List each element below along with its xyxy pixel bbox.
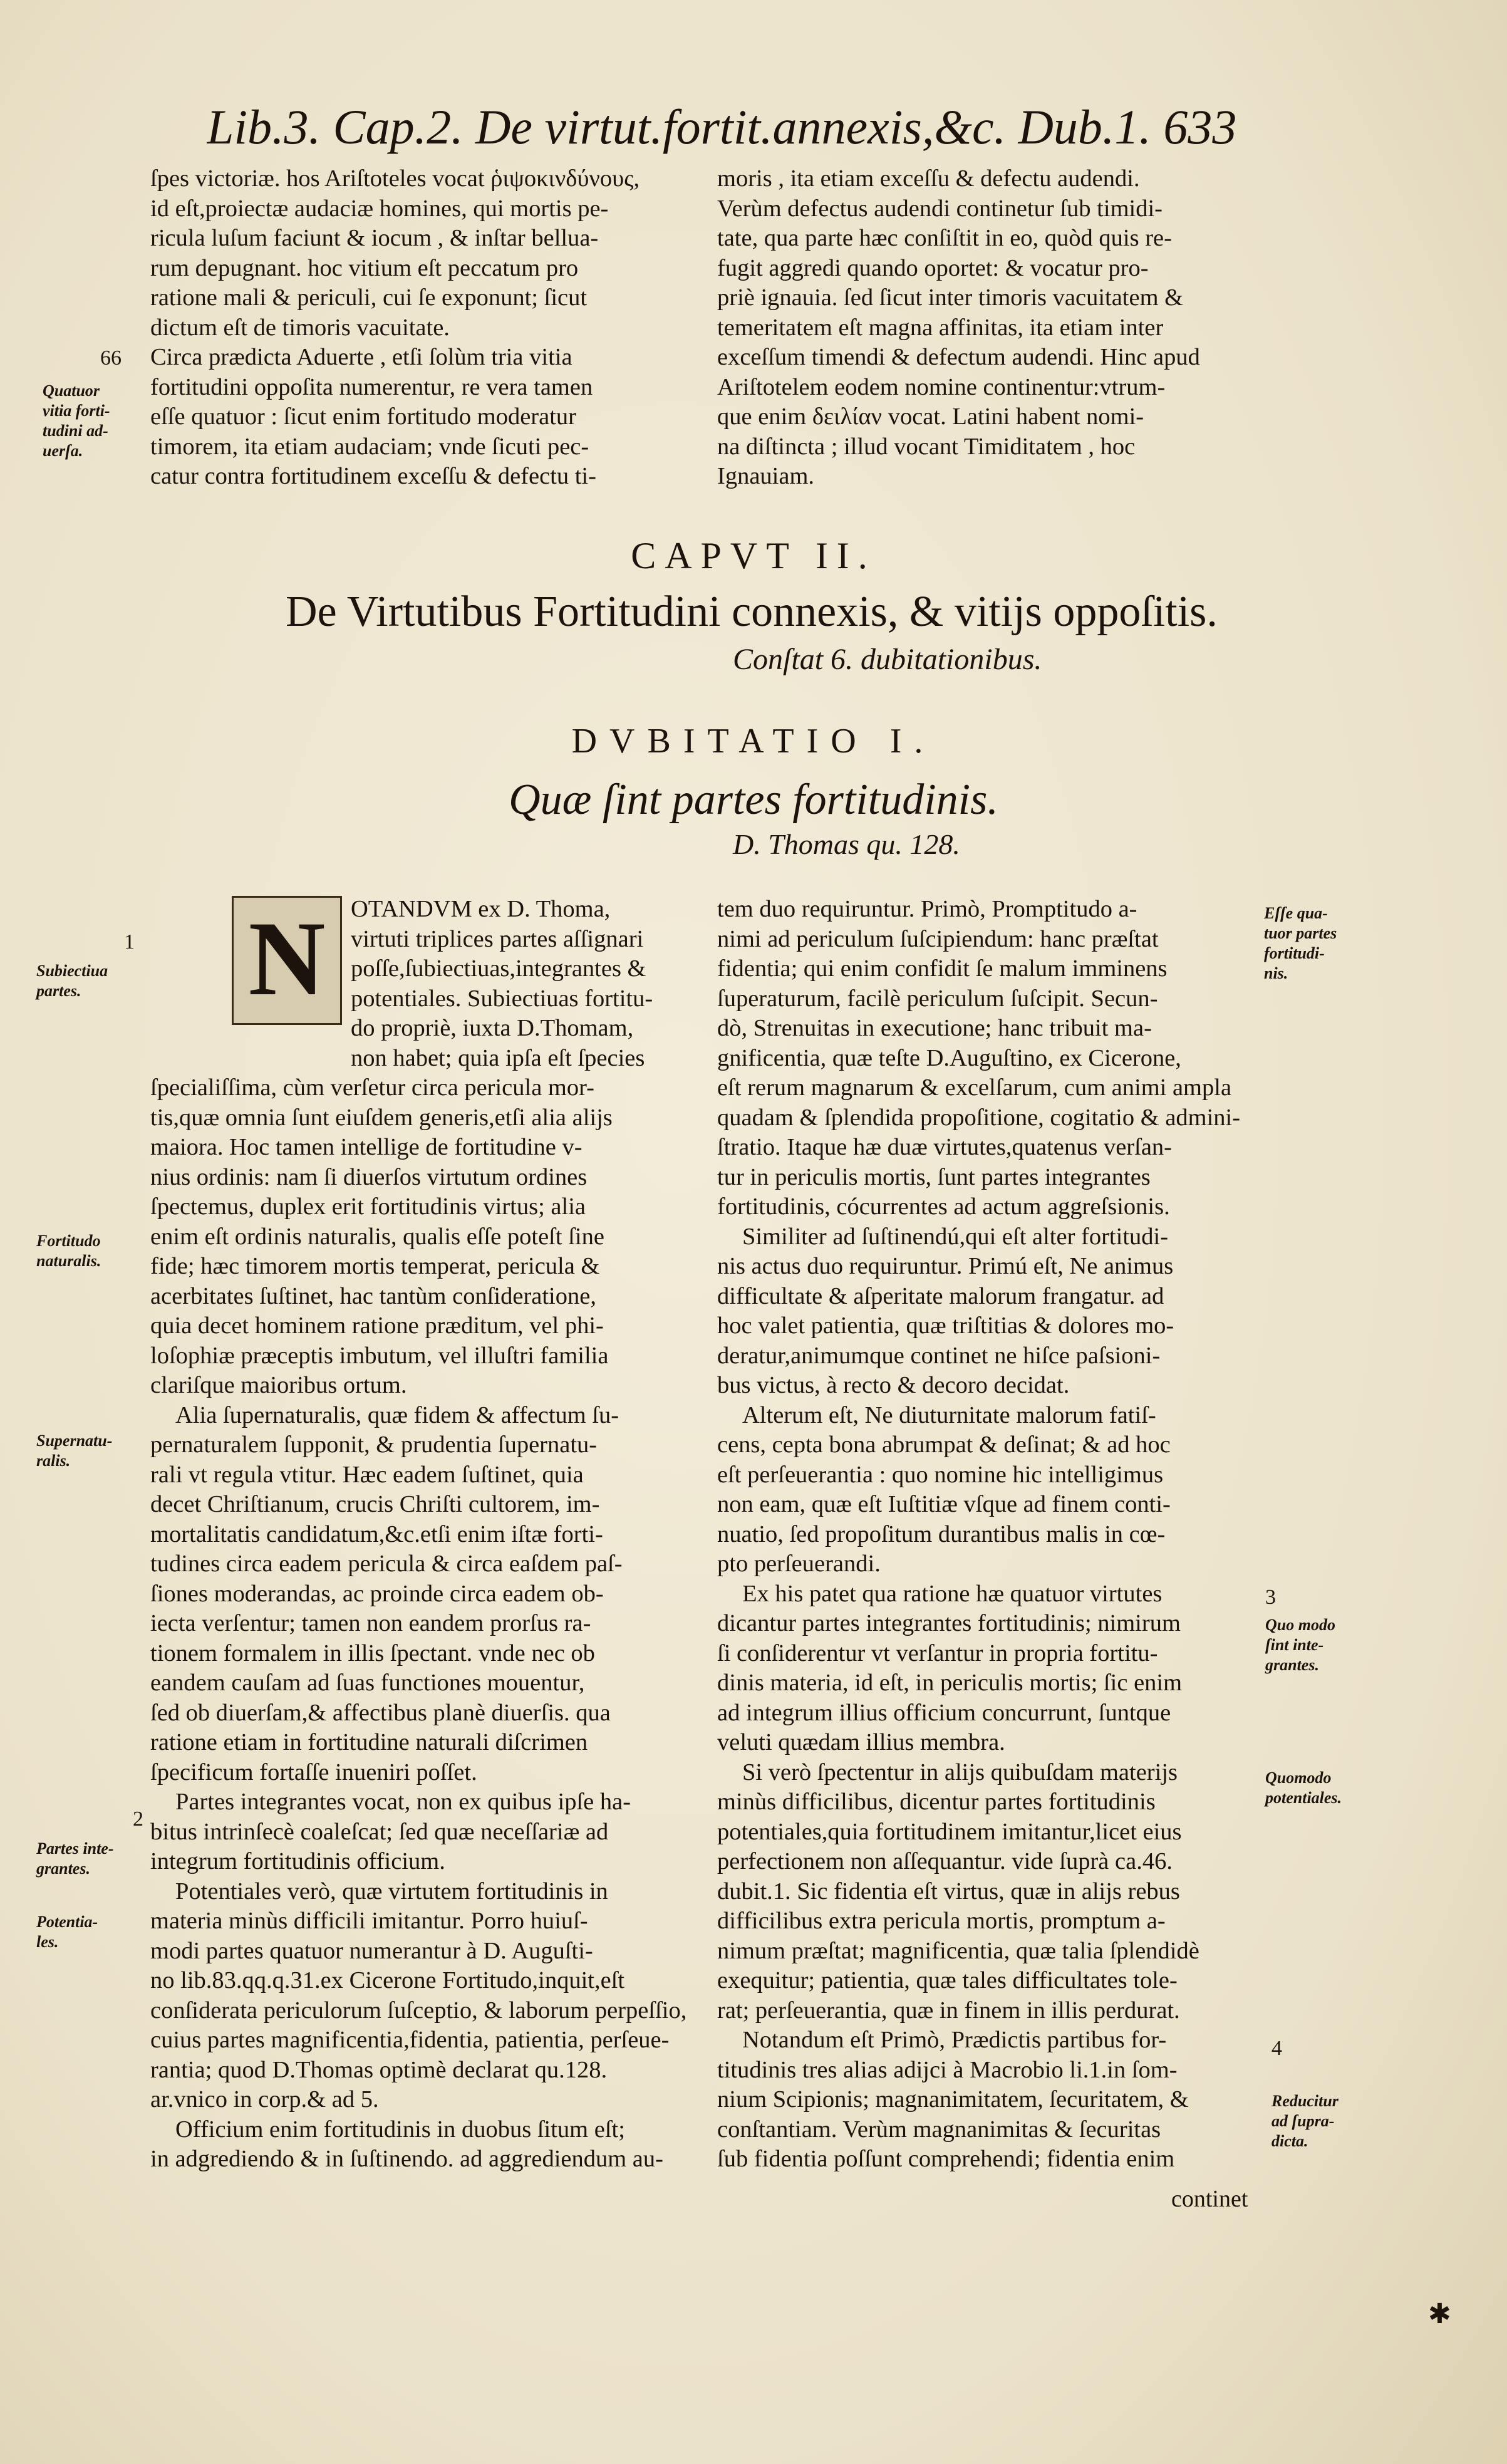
text-line: rali vt regula vtitur. Hæc eadem ſuſtinet, quia	[150, 1461, 584, 1488]
margin-number: 1	[124, 930, 135, 954]
text-line: minùs difficilibus, dicentur partes fortitudinis	[717, 1789, 1156, 1815]
text-line: catur contra fortitudinem exceſſu & defectu ti-	[150, 463, 596, 489]
margin-note-line: fortitudi-	[1264, 944, 1325, 962]
chapter-heading: CAPVT II.	[631, 535, 876, 576]
margin-note-line: tudini ad-	[43, 422, 108, 440]
text-line: que enim δειλίαν vocat. Latini habent nomi-	[717, 403, 1144, 430]
margin-note	[1265, 1768, 1342, 1808]
text-line: enim eſt ordinis naturalis, qualis eſſe poteſt ſine	[150, 1223, 604, 1250]
text-line: dò, Strenuitas in executione; hanc tribuit ma-	[717, 1015, 1152, 1041]
margin-note-line: Quo modo	[1265, 1616, 1335, 1634]
text-line: veluti quædam illius membra.	[717, 1729, 1005, 1755]
text-line: maiora. Hoc tamen intellige de fortitudine v-	[150, 1134, 583, 1160]
text-line: ſtratio. Itaque hæ duæ virtutes,quatenus verſan-	[717, 1134, 1172, 1160]
text-line: Circa prædicta Aduerte , etſi ſolùm tria vitia	[150, 344, 572, 370]
text-line: ſpecificum fortaſſe inueniri poſſet.	[150, 1759, 477, 1786]
text-line: ſuperaturum, facilè periculum ſuſcipit. Secun-	[717, 985, 1158, 1012]
margin-note-line: grantes.	[1265, 1656, 1319, 1674]
text-line: difficultate & aſperitate malorum frangatur. ad	[717, 1282, 1164, 1309]
margin-note	[36, 1839, 114, 1879]
text-line: gnificentia, quæ teſte D.Auguſtino, ex Cicerone,	[717, 1044, 1181, 1071]
text-line: Officium enim fortitudinis in duobus ſitum eſt;	[175, 2116, 625, 2143]
margin-number-66: 66	[100, 346, 122, 370]
text-line: moris , ita etiam exceſſu & defectu audendi.	[717, 165, 1140, 192]
text-line: in adgrediendo & in ſuſtinendo. ad aggrediendum au-	[150, 2146, 663, 2172]
text-line: ſpectemus, duplex erit fortitudinis virtus; alia	[150, 1193, 586, 1220]
text-line: exceſſum timendi & defectum audendi. Hinc apud	[717, 344, 1200, 370]
margin-note-line: ad ſupra-	[1271, 2112, 1335, 2130]
margin-note	[36, 1431, 112, 1471]
text-line: hoc valet patientia, quæ triſtitias & dolores mo-	[717, 1313, 1174, 1339]
margin-note-line: Reducitur	[1271, 2092, 1339, 2110]
margin-number: 4	[1271, 2037, 1282, 2060]
text-line: tem duo requiruntur. Primò, Promptitudo a-	[717, 896, 1137, 922]
section-heading: DVBITATIO I.	[571, 722, 936, 761]
text-line: OTANDVM ex D. Thoma,	[351, 896, 611, 922]
text-line: ratione mali & periculi, cui ſe exponunt; ſicut	[150, 284, 588, 311]
text-line: cuius partes magnificentia,fidentia, patientia, perſeue-	[150, 2027, 670, 2053]
text-line: ſub fidentia poſſunt comprehendi; fidentia enim	[717, 2146, 1175, 2172]
text-line: loſophiæ præceptis imbutum, vel illuſtri familia	[150, 1342, 609, 1369]
margin-note-line: dicta.	[1271, 2132, 1308, 2150]
margin-note	[36, 1231, 101, 1271]
text-line: Partes integrantes vocat, non ex quibus ipſe ha-	[175, 1789, 631, 1815]
text-line: conſtantiam. Verùm magnanimitas & ſecuritas	[717, 2116, 1161, 2143]
margin-note-line: Fortitudo	[36, 1232, 101, 1250]
margin-number: 2	[133, 1807, 143, 1831]
text-line: dubit.1. Sic fidentia eſt virtus, quæ in alijs rebus	[717, 1878, 1180, 1905]
text-line: Similiter ad ſuſtinendú,qui eſt alter fortitudi-	[742, 1223, 1169, 1250]
text-line: dinis materia, id eſt, in periculis mortis; ſic enim	[717, 1670, 1183, 1696]
text-line: virtuti triplices partes aſſignari	[351, 925, 644, 952]
margin-note-line: Eſſe qua-	[1264, 904, 1328, 922]
margin-note-line: potentiales.	[1265, 1789, 1342, 1807]
text-line: id eſt,proiectæ audaciæ homines, qui mortis pe-	[150, 195, 609, 222]
text-line: decet Chriſtianum, crucis Chriſti cultorem, im-	[150, 1491, 600, 1517]
text-line: bus victus, à recto & decoro decidat.	[717, 1372, 1070, 1398]
text-line: nuatio, ſed propoſitum durantibus malis in cœ-	[717, 1521, 1166, 1547]
text-line: tis,quæ omnia ſunt eiuſdem generis,etſi alia alijs	[150, 1104, 613, 1131]
text-line: nius ordinis: nam ſi diuerſos virtutum ordines	[150, 1163, 588, 1190]
margin-note-line: partes.	[36, 982, 81, 1000]
text-line: dicantur partes integrantes fortitudinis; nimirum	[717, 1610, 1181, 1636]
margin-number-wrapper	[1271, 2039, 1282, 2060]
text-line: ſpecialiſſima, cùm verſetur circa pericula mor-	[150, 1074, 594, 1101]
text-line: non eam, quæ eſt Iuſtitiæ vſque ad finem conti-	[717, 1491, 1171, 1517]
text-line: quadam & ſplendida propoſitione, cogitatio & admini-	[717, 1104, 1241, 1131]
margin-note	[36, 961, 108, 1001]
text-line: Notandum eſt Primò, Prædictis partibus for-	[742, 2027, 1167, 2053]
left-column	[150, 895, 695, 2175]
text-line: materia minùs difficili imitantur. Porro huiuſ-	[150, 1908, 588, 1934]
margin-note-line: ralis.	[36, 1452, 71, 1470]
text-line: eſt rerum magnarum & excelſarum, cum animi ampla	[717, 1074, 1232, 1101]
text-line: pernaturalem ſupponit, & prudentia ſupernatu-	[150, 1432, 598, 1458]
text-line: ratione etiam in fortitudine naturali diſcrimen	[150, 1729, 588, 1755]
margin-note-line: tuor partes	[1264, 924, 1337, 942]
text-line: non habet; quia ipſa eſt ſpecies	[351, 1044, 645, 1071]
text-line: fide; hæc timorem mortis temperat, pericula &	[150, 1253, 600, 1279]
text-line: perfectionem non aſſequantur. vide ſuprà ca.46.	[717, 1848, 1173, 1874]
margin-note-line: grantes.	[36, 1859, 90, 1878]
text-line: nis actus duo requiruntur. Primú eſt, Ne animus	[717, 1253, 1174, 1279]
text-line: Alterum eſt, Ne diuturnitate malorum fatiſ-	[742, 1401, 1156, 1428]
margin-note-line: nis.	[1264, 964, 1288, 982]
text-line: Si verò ſpectentur in alijs quibuſdam materijs	[742, 1759, 1178, 1786]
text-line: tur in periculis mortis, ſunt partes integrantes	[717, 1163, 1151, 1190]
text-line: rat; perſeuerantia, quæ in finem in illis perdurat.	[717, 1997, 1180, 2024]
text-line: ar.vnico in corp.& ad 5.	[150, 2086, 379, 2113]
text-line: eſſe quatuor : ſicut enim fortitudo moderatur	[150, 403, 576, 430]
margin-note-line: Quomodo	[1265, 1769, 1332, 1787]
margin-number-wrapper	[124, 932, 135, 954]
margin-note	[1265, 1615, 1335, 1675]
right-column	[717, 895, 1257, 2175]
margin-number: 3	[1265, 1586, 1276, 1609]
text-line: acerbitates ſuſtinet, hac tantùm conſideratione,	[150, 1282, 596, 1309]
margin-number-wrapper	[1265, 1588, 1276, 1609]
text-line: Alia ſupernaturalis, quæ fidem & affectum ſu-	[175, 1401, 619, 1428]
text-line: exequitur; patientia, quæ tales difficultates tole-	[717, 1967, 1178, 1994]
text-line: ricula luſum faciunt & iocum , & inſtar bellua-	[150, 225, 599, 251]
text-line: poſſe,ſubiectiuas,integrantes &	[351, 955, 646, 982]
margin-note-line: Potentia-	[36, 1913, 98, 1931]
text-line: Ignauiam.	[717, 463, 815, 489]
catchword: continet	[1171, 2186, 1248, 2212]
text-line: tate, qua parte hæc conſiſtit in eo, quòd quis re-	[717, 225, 1172, 251]
text-line: ad integrum illius officium concurrunt, ſuntque	[717, 1699, 1171, 1726]
text-line: integrum fortitudinis officium.	[150, 1848, 445, 1874]
text-line: do propriè, iuxta D.Thomam,	[351, 1015, 634, 1041]
text-line: tudines circa eadem pericula & circa eaſdem paſ-	[150, 1551, 623, 1577]
text-line: Ex his patet qua ratione hæ quatuor virtutes	[742, 1580, 1163, 1607]
text-line: difficilibus extra pericula mortis, promptum a-	[717, 1908, 1166, 1934]
top-right-column	[717, 164, 1256, 492]
text-line: Ariſtotelem eodem nomine continentur:vtrum-	[717, 373, 1166, 400]
text-line: fortitudinis, cócurrentes ad actum aggreſsionis.	[717, 1193, 1170, 1220]
margin-note-line: les.	[36, 1933, 59, 1951]
margin-note	[1264, 903, 1337, 984]
text-line: deratur,animumque continet ne hiſce paſsioni-	[717, 1342, 1161, 1369]
text-line: fortitudini oppoſita numerentur, re vera tamen	[150, 373, 593, 400]
chapter-subtitle: Conſtat 6. dubitationibus.	[733, 643, 1042, 676]
text-line: fugit aggredi quando oportet: & vocatur pro-	[717, 254, 1149, 281]
chapter-title: De Virtutibus Fortitudini connexis, & vitijs oppoſitis.	[286, 588, 1218, 636]
text-line: mortalitatis candidatum,&c.etſi enim iſtæ forti-	[150, 1521, 603, 1547]
text-line: bitus intrinſecè coaleſcat; ſed quæ neceſſariæ ad	[150, 1818, 609, 1845]
margin-note-line: Partes inte-	[36, 1839, 114, 1858]
text-line: na diſtincta ; illud vocant Timiditatem , hoc	[717, 433, 1136, 460]
text-line: ſpes victoriæ. hos Ariſtoteles vocat ῥιψοκινδύνους,	[150, 165, 640, 192]
text-line: rum depugnant. hoc vitium eſt peccatum pro	[150, 254, 579, 281]
text-line: temeritatem eſt magna affinitas, ita etiam inter	[717, 314, 1164, 341]
margin-note-quatuor-vitia	[43, 381, 110, 461]
text-line: potentiales. Subiectiuas fortitu-	[351, 985, 653, 1012]
margin-note-line: uerſa.	[43, 442, 83, 460]
text-line: rantia; quod D.Thomas optimè declarat qu.128.	[150, 2056, 608, 2083]
margin-note-line: Quatuor	[43, 382, 100, 400]
text-line: nimum præſtat; magnificentia, quæ talia ſplendidè	[717, 1937, 1199, 1964]
text-line: ſiones moderandas, ac proinde circa eadem ob-	[150, 1580, 604, 1607]
text-line: ſi conſiderentur vt verſantur in propria fortitu-	[717, 1640, 1158, 1666]
text-line: eſt perſeuerantia : quo nomine hic intelligimus	[717, 1461, 1164, 1488]
running-header: Lib.3. Cap.2. De virtut.fortit.annexis,&c. Dub.1. 633	[207, 100, 1237, 154]
text-line: modi partes quatuor numerantur à D. Auguſti-	[150, 1937, 593, 1964]
text-line: dictum eſt de timoris vacuitate.	[150, 314, 450, 341]
text-line: cens, cepta bona abrumpat & deſinat; & ad hoc	[717, 1432, 1171, 1458]
section-title: Quæ ſint partes fortitudinis.	[509, 776, 998, 824]
text-line: potentiales,quia fortitudinem imitantur,licet eius	[717, 1818, 1182, 1845]
text-line: timorem, ita etiam audaciam; vnde ſicuti pec-	[150, 433, 589, 460]
text-line: eandem cauſam ad ſuas functiones mouentur,	[150, 1670, 585, 1696]
text-line: fidentia; qui enim confidit ſe malum imminens	[717, 955, 1168, 982]
text-line: conſiderata periculorum ſuſceptio, & laborum perpeſſio,	[150, 1997, 687, 2024]
ink-mark: ✱	[1428, 2299, 1451, 2329]
margin-note-line: ſint inte-	[1265, 1636, 1324, 1654]
text-line: Verùm defectus audendi continetur ſub timidi-	[717, 195, 1163, 222]
text-line: nimi ad periculum ſuſcipiendum: hanc præſtat	[717, 925, 1159, 952]
text-line: priè ignauia. ſed ſicut inter timoris vacuitatem &	[717, 284, 1184, 311]
margin-number-wrapper	[133, 1809, 143, 1831]
text-line: Potentiales verò, quæ virtutem fortitudinis in	[175, 1878, 608, 1905]
text-line: clariſque maioribus ortum.	[150, 1372, 407, 1398]
margin-note	[1271, 2091, 1339, 2151]
text-line: ſed ob diuerſam,& affectibus planè diuerſis. qua	[150, 1699, 611, 1726]
text-line: tionem formalem in illis ſpectant. vnde nec ob	[150, 1640, 595, 1666]
text-line: titudinis tres alias adijci à Macrobio li.1.in ſom-	[717, 2056, 1178, 2083]
text-line: no lib.83.qq.q.31.ex Cicerone Fortitudo,inquit,eſt	[150, 1967, 625, 1994]
text-line: quia decet hominem ratione præditum, vel phi-	[150, 1313, 604, 1339]
section-reference: D. Thomas qu. 128.	[733, 828, 960, 860]
top-left-column	[150, 164, 689, 492]
text-line: iecta verſentur; tamen non eandem prorſus ra-	[150, 1610, 591, 1636]
margin-note-line: vitia forti-	[43, 402, 110, 420]
text-line: pto perſeuerandi.	[717, 1551, 881, 1577]
text-line: nium Scipionis; magnanimitatem, ſecuritatem, &	[717, 2086, 1189, 2113]
margin-note-line: naturalis.	[36, 1252, 101, 1270]
ornamental-initial: N	[232, 896, 342, 1025]
margin-note-line: Subiectiua	[36, 962, 108, 980]
margin-note	[36, 1912, 98, 1952]
margin-note-line: Supernatu-	[36, 1432, 113, 1450]
